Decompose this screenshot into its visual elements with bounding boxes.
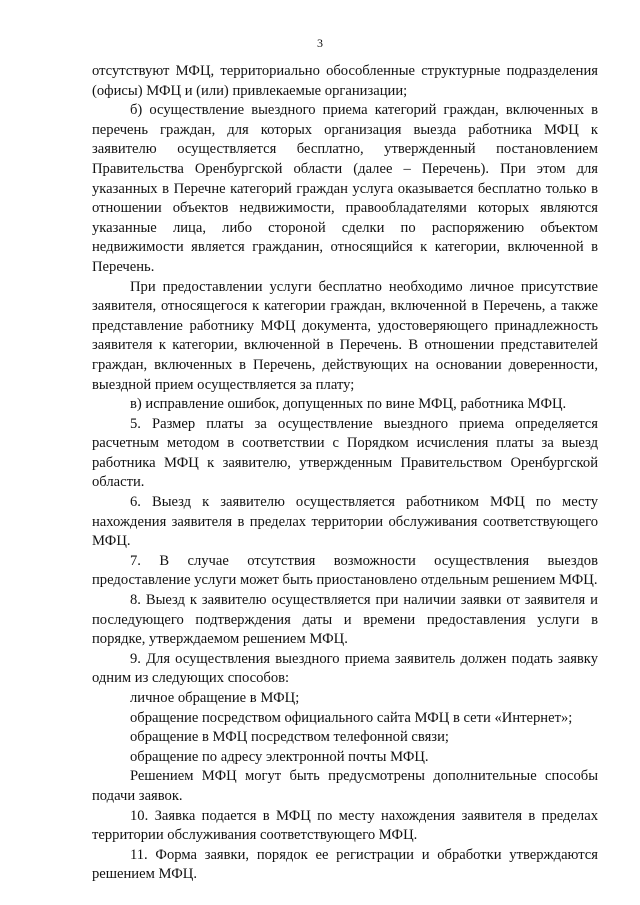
paragraph-free-service: При предоставлении услуги бесплатно необходимо личное присутствие заявителя, относящегося к категории граждан, включенной в Перечень, а также представление работнику МФЦ документа, удостоверяющего принадлежность заявителя к категории, включенной в Перечень. В отношении представителей граждан, включенных в Перечень, действующих на основании доверенности, выездной прием осуществляется за плату; <box>92 278 598 393</box>
list-item: обращение в МФЦ посредством телефонной связи; <box>130 729 449 746</box>
list-item: личное обращение в МФЦ; <box>130 690 300 706</box>
paragraph-5: 5. Размер платы за осуществление выездного приема определяется расчетным методом в соответствии с Порядком исчисления платы за выезд работника МФЦ к заявителю, утвержденным Правительством Оренбургской области. <box>92 415 598 491</box>
paragraph-additional-methods: Решением МФЦ могут быть предусмотрены дополнительные способы подачи заявок. <box>92 768 598 804</box>
paragraph-continuation: отсутствуют МФЦ, территориально обособленные структурные подразделения (офисы) МФЦ и (или) привлекаемые организации; <box>92 63 598 99</box>
paragraph-7: 7. В случае отсутствия возможности осуществления выездов предоставление услуги может быть приостановлено отдельным решением МФЦ. <box>92 552 598 589</box>
list-item: обращение посредством официального сайта МФЦ в сети «Интернет»; <box>130 709 573 726</box>
paragraph-11: 11. Форма заявки, порядок ее регистрации и обработки утверждаются решением МФЦ. <box>92 846 598 883</box>
paragraph-6: 6. Выезд к заявителю осуществляется работником МФЦ по месту нахождения заявителя в пределах территории обслуживания соответствующего МФЦ. <box>92 494 598 550</box>
paragraph-10: 10. Заявка подается в МФЦ по месту нахождения заявителя в пределах территории обслуживания соответствующего МФЦ. <box>92 807 598 844</box>
paragraph-item-v: в) исправление ошибок, допущенных по вине МФЦ, работника МФЦ. <box>130 396 567 413</box>
page-number: 3 <box>317 36 323 50</box>
document-body <box>92 62 598 885</box>
list-item: обращение по адресу электронной почты МФЦ. <box>130 748 429 765</box>
paragraph-9: 9. Для осуществления выездного приема заявитель должен подать заявку одним из следующих способов: <box>92 650 598 687</box>
paragraph-item-b: б) осуществление выездного приема категорий граждан, включенных в перечень граждан, для которых организация выезда работника МФЦ к заявителю осуществляется бесплатно, утвержденный постановлением Правительства Оренбургской области (далее – Перечень). При этом для указанных в Перечне категорий граждан услуга оказывается бесплатно только в отношении объектов недвижимости, правообладателями которых являются указанные лица, либо стороной сделки по распоряжению объектом недвижимости является гражданин, относящийся к категории, включенной в Перечень. <box>92 102 598 275</box>
paragraph-8: 8. Выезд к заявителю осуществляется при наличии заявки от заявителя и последующего подтверждения даты и времени предоставления услуги в порядке, утверждаемом решением МФЦ. <box>92 592 598 648</box>
